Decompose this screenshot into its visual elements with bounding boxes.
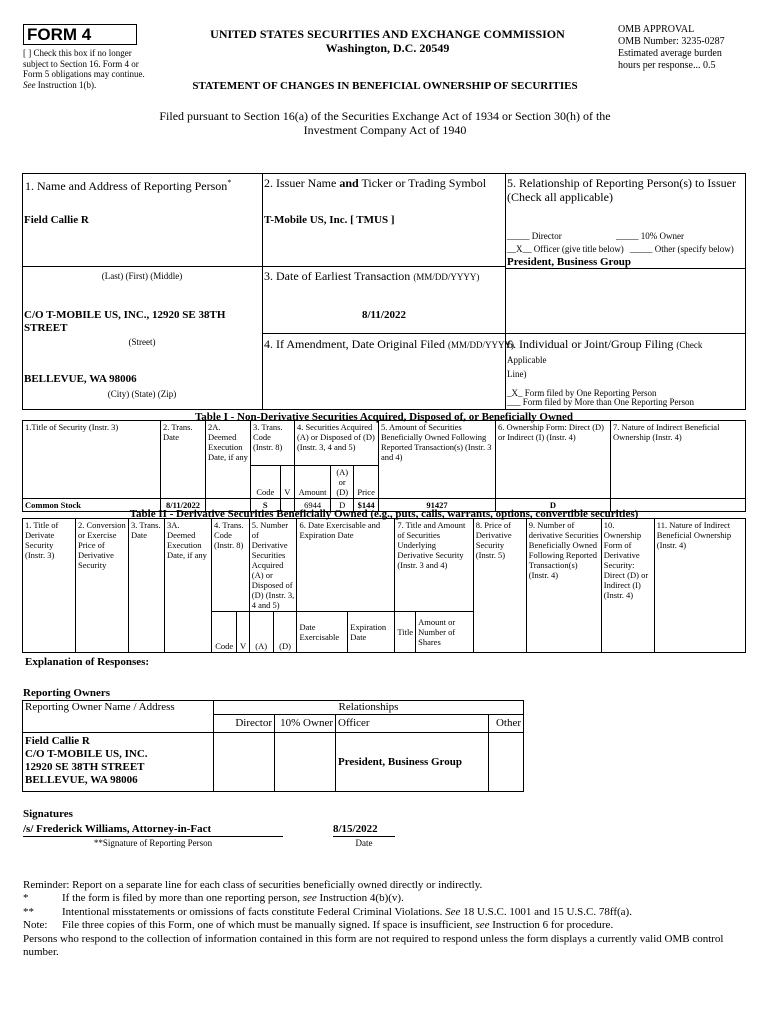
box3-label: [264, 269, 504, 284]
t2-h-code-sub: Code: [212, 612, 237, 653]
city-label: (City) (State) (Zip): [107, 389, 177, 399]
table2-title: Table II - Derivative Securities Beneficially Owned (e.g., puts, calls, warrants, options, convertible securities): [129, 508, 639, 520]
box1-label: [25, 176, 260, 193]
grid-bottom: [22, 409, 746, 410]
t1-h-form: 6. Ownership Form: Direct (D) or Indirect (I) (Instr. 4): [496, 421, 611, 499]
t1-h-v: V: [280, 466, 294, 499]
box2-label-pre: 2. Issuer Name: [264, 176, 337, 190]
t1-r0-title: Common Stock: [23, 499, 161, 512]
footer-n2: [62, 906, 752, 919]
street-value: C/O T-MOBILE US, INC., 12920 SE 38TH STREET: [24, 309, 226, 334]
checkbox-note-see: See: [23, 79, 36, 90]
footer-note-mark: Note:: [23, 919, 48, 931]
box2-label-post: Ticker or Trading Symbol: [361, 176, 487, 190]
owner-line: C/O T-MOBILE US, INC.: [25, 748, 148, 760]
box5-label-2: (Check all applicable): [507, 190, 613, 204]
t1-r0-amount: 6944: [294, 499, 330, 512]
footer-note-instr: Instruction 6 for procedure.: [492, 919, 614, 931]
table1-title: Table I - Non-Derivative Securities Acquired, Disposed of, or Beneficially Owned: [194, 411, 574, 423]
t1-h-acq: 4. Securities Acquired (A) or Disposed of (D) (Instr. 3, 4 and 5): [294, 421, 378, 466]
footer-n1: [62, 892, 752, 905]
grid-left: [22, 173, 23, 410]
omb-box: [618, 24, 758, 72]
t1-h-aord: (A) or (D): [331, 466, 354, 499]
grid-edge: [745, 173, 746, 410]
owner-line: Field Callie R: [25, 735, 90, 747]
top-grid-line: [22, 173, 746, 174]
footer-n2-mark: **: [23, 906, 34, 918]
signature-date: 8/15/2022: [333, 823, 395, 837]
t1-r0-aord: D: [331, 499, 354, 512]
owner-director-cell: [214, 733, 275, 792]
statement-title: STATEMENT OF CHANGES IN BENEFICIAL OWNERSHIP OF SECURITIES: [192, 80, 578, 92]
grid-h2: [262, 333, 746, 334]
reporting-person-name: Field Callie R: [24, 214, 89, 226]
box5-label: [507, 176, 743, 204]
t2-h-conv: 2. Conversion or Exercise Price of Derivative Security: [76, 519, 129, 653]
box6-label: [507, 337, 743, 381]
signature-date-label: Date: [355, 838, 373, 848]
grid-h1: [262, 266, 506, 267]
grid-mid: [262, 173, 263, 410]
owners-col-officer: Officer: [336, 715, 489, 733]
owners-col-other: Other: [489, 715, 524, 733]
t1-h-amount: Amount: [294, 466, 330, 499]
box1-label-mark: *: [227, 178, 232, 187]
t1-h-deemed: 2A. Deemed Execution Date, if any: [206, 421, 251, 499]
footer-n1-text: If the form is filed by more than one reporting person,: [62, 892, 300, 904]
t2-h-price: 8. Price of Derivative Security (Instr. 5): [473, 519, 526, 653]
owner-officer-value: President, Business Group: [336, 733, 489, 792]
name-parts-label: (Last) (First) (Middle): [101, 271, 183, 281]
omb-approval: OMB APPROVAL: [618, 24, 695, 35]
city-value: BELLEVUE, WA 98006: [24, 373, 137, 385]
table-row: [23, 733, 524, 792]
box3-label-fmt: (MM/DD/YYYY): [413, 272, 480, 282]
signatures-heading: Signatures: [23, 808, 73, 820]
earliest-transaction-date: 8/11/2022: [361, 309, 406, 321]
box6-label-text: 6. Individual or Joint/Group Filing: [507, 337, 674, 351]
filed-line-1: Filed pursuant to Section 16(a) of the Securities Exchange Act of 1934 or Section 30(h) of the: [159, 109, 611, 123]
omb-number: OMB Number: 3235-0287: [618, 36, 725, 47]
owners-heading: Reporting Owners: [23, 687, 111, 699]
t2-h-title: 1. Title of Derivate Security (Instr. 3): [23, 519, 76, 653]
box2-label: [264, 176, 504, 190]
owners-col-name: Reporting Owner Name / Address: [23, 701, 214, 733]
box4-label-fmt: (MM/DD/YYYY): [447, 340, 514, 350]
agency-city: Washington, D.C. 20549: [325, 41, 450, 55]
footer-note-see: see: [475, 919, 490, 931]
t1-h-nature: 7. Nature of Indirect Beneficial Ownership (Instr. 4): [611, 421, 746, 499]
t1-h-price: Price: [354, 466, 379, 499]
explanation-label: Explanation of Responses:: [25, 656, 150, 668]
grid-right: [505, 173, 506, 410]
grid-h1b: [22, 266, 263, 267]
rel-other[interactable]: _____ Other (specify below): [630, 244, 734, 254]
t2-h-date-ex: Date Exercisable: [297, 612, 348, 653]
filed-line-2: Investment Company Act of 1940: [303, 123, 467, 137]
t1-h-date: 2. Trans. Date: [161, 421, 206, 499]
box3-label-text: 3. Date of Earliest Transaction: [264, 269, 411, 283]
filing-opt-one[interactable]: _X_ Form filed by One Reporting Person: [507, 388, 657, 398]
t2-h-code: 4. Trans. Code (Instr. 8): [212, 519, 250, 612]
t2-h-underlying: 7. Title and Amount of Securities Underlying Derivative Security (Instr. 3 and 4): [395, 519, 473, 612]
box2-label-and: and: [339, 176, 359, 190]
t2-h-sec-title: Title: [395, 612, 416, 653]
footer-n1-mark: *: [23, 892, 29, 904]
box4-label: [264, 337, 514, 352]
box6-label-note: (Check Applicable: [507, 340, 703, 365]
t1-r0-code: S: [251, 499, 281, 512]
rel-officer[interactable]: __X__ Officer (give title below): [507, 244, 624, 254]
checkbox-note[interactable]: [23, 48, 151, 90]
signer-label: **Signature of Reporting Person: [93, 838, 213, 848]
t1-r0-form: D: [496, 499, 611, 512]
box4-label-text: 4. If Amendment, Date Original Filed: [264, 337, 445, 351]
omb-hours: hours per response... 0.5: [618, 60, 716, 71]
filing-opt-more[interactable]: ___ Form filed by More than One Reporting Person: [507, 397, 694, 407]
owner-line: BELLEVUE, WA 98006: [25, 774, 138, 786]
owners-col-rel: Relationships: [214, 701, 524, 715]
t2-h-a: (A): [249, 612, 273, 653]
t1-h-code-sub: Code: [251, 466, 281, 499]
t1-h-code: 3. Trans. Code (Instr. 8): [251, 421, 295, 466]
t2-h-number: 5. Number of Derivative Securities Acquired (A) or Disposed of (D) (Instr. 3, 4 and 5): [249, 519, 297, 612]
t1-r0-owned: 91427: [379, 499, 496, 512]
owner-other-cell: [489, 733, 524, 792]
footer-n2-see: See: [445, 906, 461, 918]
officer-title: President, Business Group: [507, 256, 631, 268]
table1: [22, 420, 746, 512]
t1-h-owned: 5. Amount of Securities Beneficially Owned Following Reported Transaction(s) (Instr. 3 and 4): [379, 421, 496, 499]
t1-r0-date: 8/11/2022: [161, 499, 206, 512]
footer-n2-instr: 18 U.S.C. 1001 and 15 U.S.C. 78ff(a).: [463, 906, 632, 918]
checkbox-note-instr: Instruction 1(b).: [37, 79, 97, 90]
footer-reminder: Reminder: Report on a separate line for each class of securities beneficially owned directly or indirectly.: [23, 879, 483, 891]
owners-col-director: Director: [214, 715, 275, 733]
t2-h-nature: 11. Nature of Indirect Beneficial Ownership (Instr. 4): [654, 519, 745, 653]
omb-burden: Estimated average burden: [618, 48, 722, 59]
t2-h-sec-amount: Amount or Number of Shares: [416, 612, 474, 653]
agency-name: UNITED STATES SECURITIES AND EXCHANGE COMMISSION: [210, 27, 565, 41]
t2-h-exercise: 6. Date Exercisable and Expiration Date: [297, 519, 395, 612]
t2-h-v: V: [237, 612, 249, 653]
owner-name-address: [23, 733, 214, 792]
t2-h-deemed: 3A. Deemed Execution Date, if any: [165, 519, 212, 653]
street-label: (Street): [128, 337, 156, 347]
issuer-value: T-Mobile US, Inc. [ TMUS ]: [264, 214, 395, 226]
form-title: FORM 4: [23, 24, 137, 45]
t2-h-form: 10. Ownership Form of Derivative Security: Direct (D) or Indirect (I) (Instr. 4): [601, 519, 654, 653]
footer-n2-text: Intentional misstatements or omissions of facts constitute Federal Criminal Violations.: [62, 906, 443, 918]
footer-note-text: File three copies of this Form, one of which must be manually signed. If space is insufficient,: [62, 919, 473, 931]
checkbox-note-text: [ ] Check this box if no longer subject to Section 16. Form 4 or Form 5 obligations may continue.: [23, 48, 145, 79]
t2-h-exp: Expiration Date: [348, 612, 395, 653]
owner-ten-pct-cell: [275, 733, 336, 792]
footer-persons: Persons who respond to the collection of information contained in this form are not required to respond unless the form displays a currently valid OMB control number.: [23, 933, 724, 958]
table2: [22, 518, 746, 653]
box6-label-line: Line): [507, 369, 527, 379]
signer-name: /s/ Frederick Williams, Attorney-in-Fact: [23, 823, 283, 837]
t1-r0-price: $144: [354, 499, 379, 512]
t2-h-date: 3. Trans. Date: [129, 519, 165, 653]
t2-h-d: (D): [273, 612, 297, 653]
t1-h-title: 1.Title of Security (Instr. 3): [23, 421, 161, 499]
owner-line: 12920 SE 38TH STREET: [25, 761, 145, 773]
box1-label-text: 1. Name and Address of Reporting Person: [25, 179, 228, 193]
footer-note: [62, 919, 752, 932]
owners-table: [22, 700, 524, 792]
box5-label-text: 5. Relationship of Reporting Person(s) to Issuer: [507, 176, 736, 190]
rel-ten-pct[interactable]: _____ 10% Owner: [616, 231, 684, 241]
t2-h-owned: 9. Number of derivative Securities Beneficially Owned Following Reported Transaction(s) (Instr. 4): [526, 519, 601, 653]
footer-n1-see: see: [302, 892, 317, 904]
owners-col-ten-pct: 10% Owner: [275, 715, 336, 733]
footer-n1-instr: Instruction 4(b)(v).: [319, 892, 404, 904]
rel-director[interactable]: _____ Director: [507, 231, 562, 241]
